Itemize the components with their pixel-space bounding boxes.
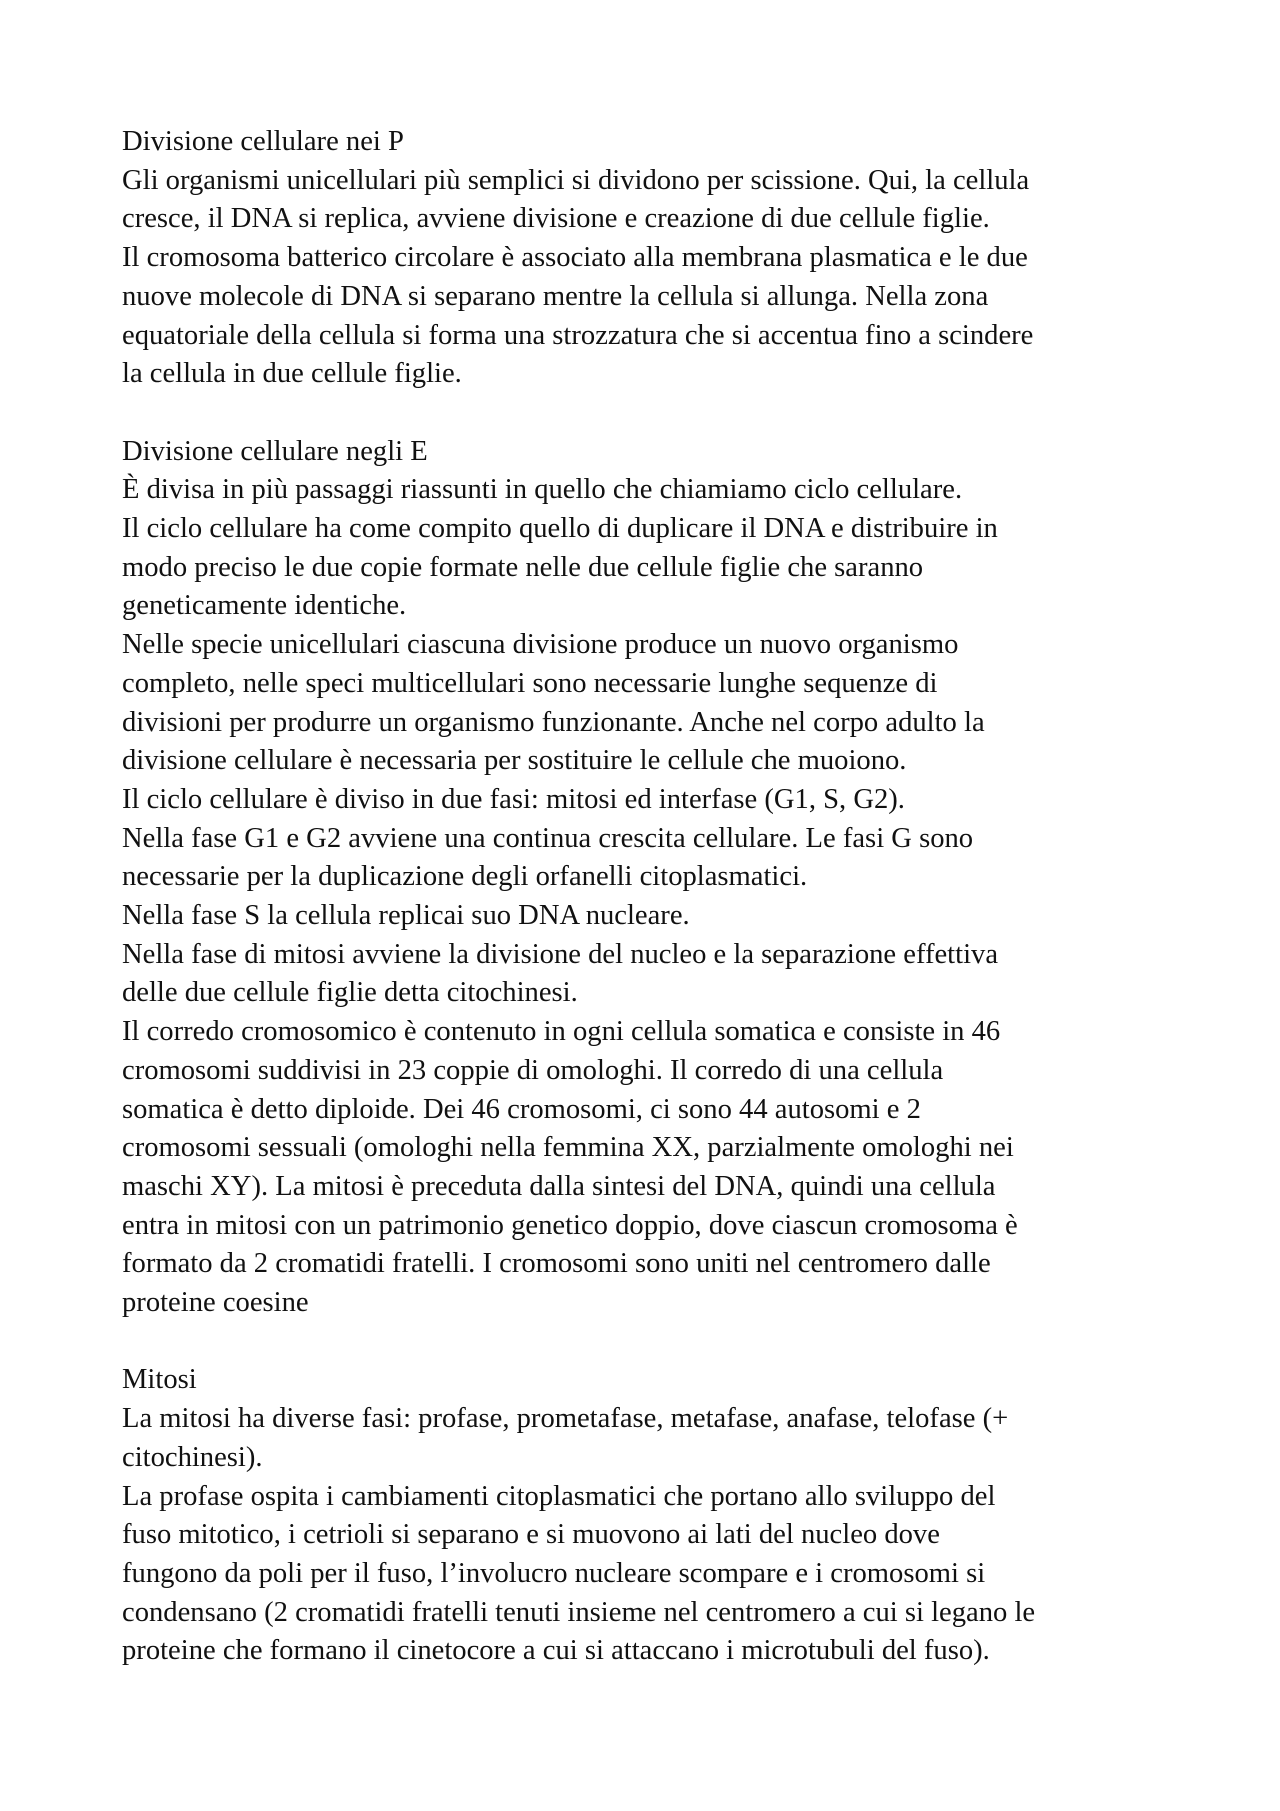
text-line: Nella fase di mitosi avviene la divisione del nucleo e la separazione effettiva [122, 938, 999, 970]
text-line: citochinesi). [122, 1441, 263, 1473]
paragraph [122, 936, 1182, 1013]
document-section [122, 433, 1182, 1323]
document-section [122, 123, 1182, 394]
text-line: cresce, il DNA si replica, avviene divisione e creazione di due cellule figlie. [122, 203, 990, 235]
document-section [122, 1361, 1182, 1671]
text-line: completo, nelle speci multicellulari sono necessarie lunghe sequenze di [122, 667, 938, 699]
text-line: formato da 2 cromatidi fratelli. I cromosomi sono uniti nel centromero dalle [122, 1248, 991, 1280]
paragraph [122, 781, 1182, 820]
text-line: Nella fase G1 e G2 avviene una continua crescita cellulare. Le fasi G sono [122, 822, 974, 854]
text-line: condensano (2 cromatidi fratelli tenuti insieme nel centromero a cui si legano le [122, 1596, 1036, 1628]
paragraph [122, 510, 1182, 626]
section-heading: Divisione cellulare negli E [122, 435, 428, 467]
document-page [122, 123, 1182, 1671]
text-line: Il ciclo cellulare ha come compito quello di duplicare il DNA e distribuire in [122, 513, 998, 545]
text-line: È divisa in più passaggi riassunti in quello che chiamiamo ciclo cellulare. [122, 474, 963, 506]
text-line: Gli organismi unicellulari più semplici si dividono per scissione. Qui, la cellula [122, 164, 1030, 196]
text-line: proteine che formano il cinetocore a cui si attaccano i microtubuli del fuso). [122, 1635, 990, 1667]
text-line: fuso mitotico, i cetrioli si separano e si muovono ai lati del nucleo dove [122, 1519, 940, 1551]
text-line: proteine coesine [122, 1287, 309, 1319]
text-line: equatoriale della cellula si forma una strozzatura che si accentua fino a scindere [122, 319, 1034, 351]
paragraph [122, 626, 1182, 781]
paragraph [122, 162, 1182, 239]
section-heading: Divisione cellulare nei P [122, 126, 404, 157]
section-heading: Mitosi [122, 1364, 197, 1396]
paragraph [122, 239, 1182, 394]
text-line: divisioni per produrre un organismo funzionante. Anche nel corpo adulto la [122, 706, 985, 738]
paragraph [122, 1478, 1182, 1672]
text-line: Il cromosoma batterico circolare è associato alla membrana plasmatica e le due [122, 242, 1028, 274]
paragraph [122, 897, 1182, 936]
text-line: cromosomi suddivisi in 23 coppie di omologhi. Il corredo di una cellula [122, 1054, 944, 1086]
text-line: delle due cellule figlie detta citochinesi. [122, 977, 578, 1009]
text-line: La mitosi ha diverse fasi: profase, prometafase, metafase, anafase, telofase (+ [122, 1403, 1009, 1435]
text-line: Il ciclo cellulare è diviso in due fasi: mitosi ed interfase (G1, S, G2). [122, 783, 905, 815]
paragraph [122, 1400, 1182, 1477]
text-line: Nelle specie unicellulari ciascuna divisione produce un nuovo organismo [122, 629, 959, 661]
text-line: nuove molecole di DNA si separano mentre la cellula si allunga. Nella zona [122, 280, 989, 312]
text-line: geneticamente identiche. [122, 590, 407, 622]
paragraph [122, 1013, 1182, 1323]
text-line: modo preciso le due copie formate nelle due cellule figlie che saranno [122, 551, 924, 583]
text-line: La profase ospita i cambiamenti citoplasmatici che portano allo sviluppo del [122, 1480, 996, 1512]
text-line: la cellula in due cellule figlie. [122, 358, 462, 390]
paragraph [122, 820, 1182, 897]
text-line: divisione cellulare è necessaria per sostituire le cellule che muoiono. [122, 745, 907, 777]
text-line: Nella fase S la cellula replicai suo DNA nucleare. [122, 900, 690, 932]
text-line: maschi XY). La mitosi è preceduta dalla sintesi del DNA, quindi una cellula [122, 1170, 996, 1202]
text-line: entra in mitosi con un patrimonio genetico doppio, dove ciascun cromosoma è [122, 1209, 1018, 1241]
text-line: somatica è detto diploide. Dei 46 cromosomi, ci sono 44 autosomi e 2 [122, 1093, 921, 1125]
text-line: fungono da poli per il fuso, l’involucro nucleare scompare e i cromosomi si [122, 1557, 986, 1589]
paragraph [122, 471, 1182, 510]
text-line: Il corredo cromosomico è contenuto in ogni cellula somatica e consiste in 46 [122, 1016, 1001, 1048]
text-line: necessarie per la duplicazione degli orfanelli citoplasmatici. [122, 861, 808, 893]
text-line: cromosomi sessuali (omologhi nella femmina XX, parzialmente omologhi nei [122, 1132, 1014, 1164]
